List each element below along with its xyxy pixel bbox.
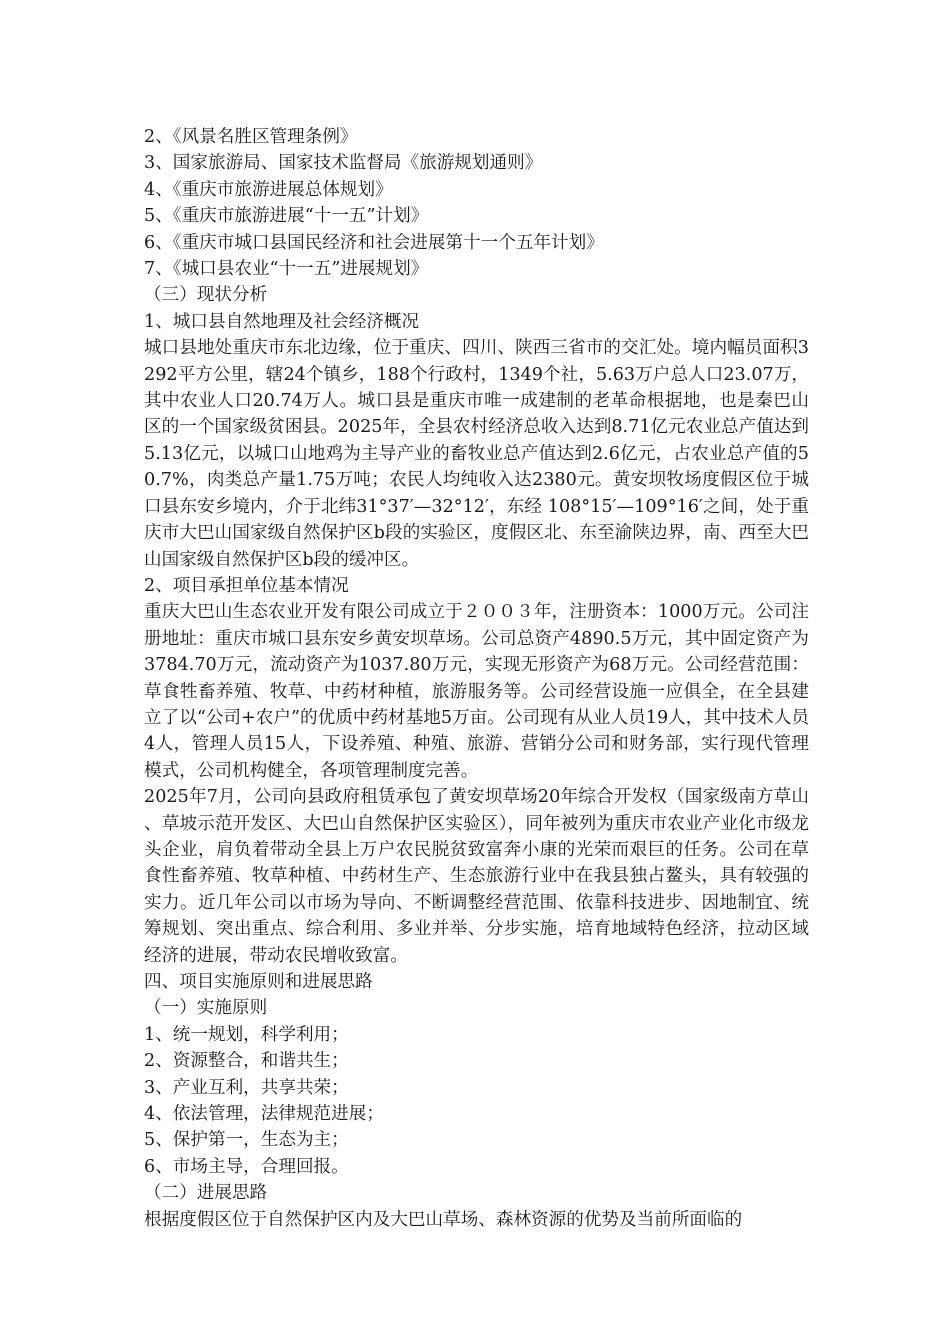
section-heading: （二）进展思路 [144,1183,268,1204]
section-heading: （三）现状分析 [144,285,268,306]
reference-item: 7、《城口县农业“十一五”进展规划》 [144,259,429,280]
subsection-heading: 2、项目承担单位基本情况 [144,575,349,596]
principle-item: 5、保护第一，生态为主； [144,1130,349,1151]
reference-item: 5、《重庆市旅游进展“十一五”计划》 [144,206,429,227]
subsection-heading: 1、城口县自然地理及社会经济概况 [144,311,420,332]
chapter-heading: 四、项目实施原则和进展思路 [144,972,373,992]
body-paragraph: 重庆大巴山生态农业开发有限公司成立于２００３年，注册资本：1000万元。公司注册地址：重庆市城口县东安乡黄安坝草场。公司总资产4890.5万元，其中固定资产为3784.70万元，流动资产为1037.80万元，实现无形资产为68万元。公司经营范围：草食牲畜养殖、牧草、中药材种植，旅游服务等。公司经营设施一应俱全，在全县建立了以“公司+农户”的优质中药材基地5万亩。公司现有从业人员19人，其中技术人员4人，管理人员15人，下设养殖、种殖、旅游、营销分公司和财务部，实行现代管理模式，公司机构健全，各项管理制度完善。 [144,602,809,781]
principle-item: 1、统一规划，科学利用； [144,1024,349,1045]
body-paragraph: 2025年7月，公司向县政府租赁承包了黄安坝草场20年综合开发权（国家级南方草山、草坡示范开发区、大巴山自然保护区实验区），同年被列为重庆市农业产业化市级龙头企业，肩负着带动全县上万户农民脱贫致富奔小康的光荣而艰巨的任务。公司在草食性畜养殖、牧草种植、中药材生产、生态旅游行业中在我县独占鳌头，具有较强的实力。近几年公司以市场为导向、不断调整经营范围、依靠科技进步、因地制宜、统筹规划、突出重点、综合利用、多业并举、分步实施，培育地域特色经济，拉动区域经济的进展，带动农民增收致富。 [144,787,809,966]
reference-item: 6、《重庆市城口县国民经济和社会进展第十一个五年计划》 [144,232,604,253]
reference-item: 2、《风景名胜区管理条例》 [144,127,358,147]
reference-item: 3、国家旅游局、国家技术监督局《旅游规划通则》 [144,153,543,174]
reference-item: 4、《重庆市旅游进展总体规划》 [144,179,393,200]
body-paragraph: 城口县地处重庆市东北边缘，位于重庆、四川、陕西三省市的交汇处。境内幅员面积3292平方公里，辖24个镇乡，188个行政村，1349个社，5.63万户总人口23.07万，其中农业人口20.74万人。城口县是重庆市唯一成建制的老革命根据地，也是秦巴山区的一个国家级贫困县。2025年，全县农村经济总收入达到8.71亿元农业总产值达到5.13亿元，以城口山地鸡为主导产业的畜牧业总产值达到2.6亿元，占农业总产值的50.7%，肉类总产量1.75万吨；农民人均纯收入达2380元。黄安坝牧场度假区位于城口县东安乡境内，介于北纬31°37′—32°12′，东经 108°15′—109°16′之间，处于重庆市大巴山国家级自然保护区b段的实验区，度假区北、东至渝陕边界，南、西至大巴山国家级自然保护区b段的缓冲区。 [144,338,809,570]
body-paragraph: 根据度假区位于自然保护区内及大巴山草场、森林资源的优势及当前所面临的 [144,1209,743,1230]
principle-item: 2、资源整合，和谐共生； [144,1051,349,1072]
section-heading: （一）实施原则 [144,998,268,1019]
document-page [144,124,809,1233]
principle-item: 4、依法管理，法律规范进展； [144,1104,384,1125]
principle-item: 3、产业互利，共享共荣； [144,1077,349,1098]
principle-item: 6、市场主导，合理回报。 [144,1156,349,1177]
